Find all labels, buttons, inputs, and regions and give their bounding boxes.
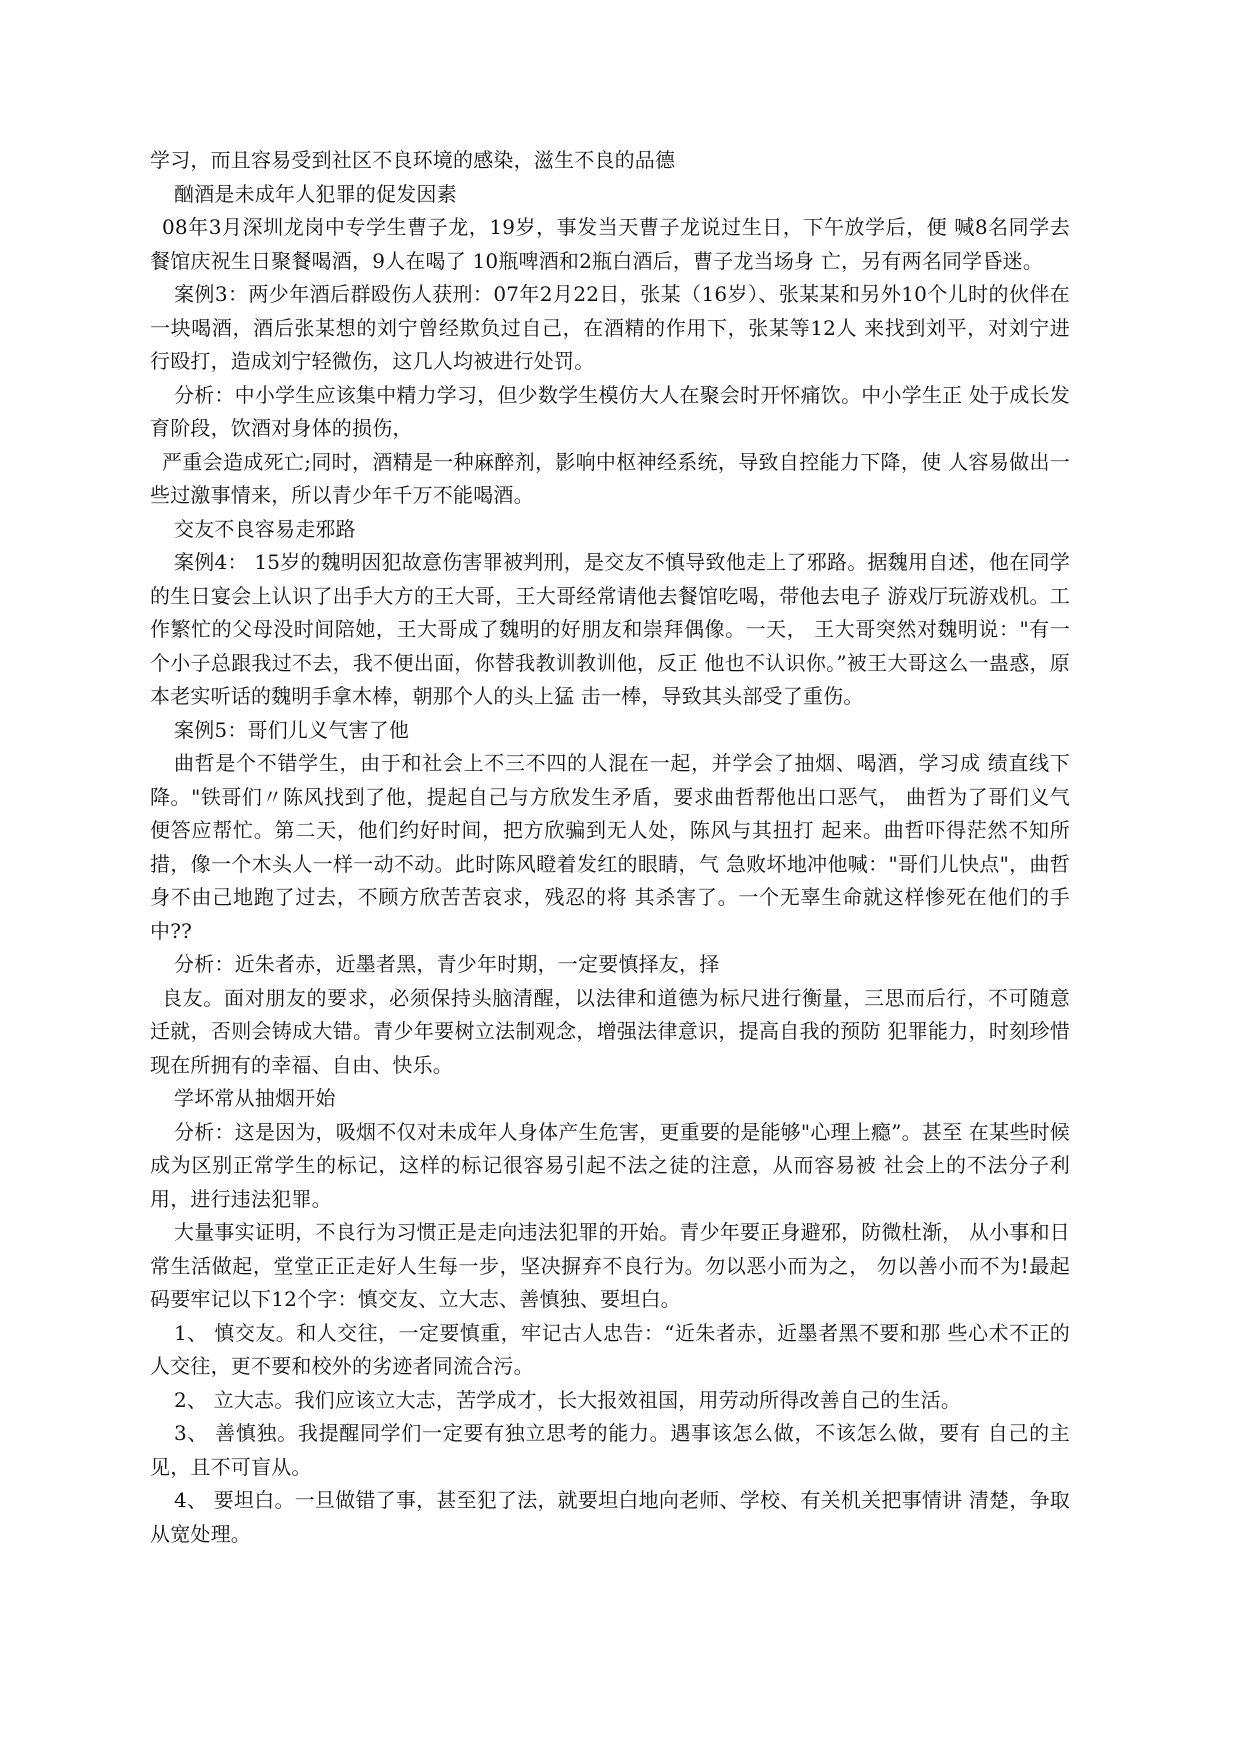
list-item-3: 3、 善慎独。我提醒同学们一定要有独立思考的能力。遇事该怎么做，不该怎么做，要有 自己的主见，且不可盲从。: [150, 1421, 1070, 1479]
paragraph-analysis-smoking: 分析：这是因为，吸烟不仅对未成年人身体产生危害，更重要的是能够"心理上瘾”。甚至 在某些时候成为区别正常学生的标记，这样的标记很容易引起不法之徒的注意，从而容易被 社会上的不法分子利用，进行违法犯罪。: [150, 1119, 1070, 1211]
paragraph-case-4: 案例4： 15岁的魏明因犯故意伤害罪被判刑，是交友不慎导致他走上了邪路。据魏用自述，他在同学的生日宴会上认识了出手大方的王大哥，王大哥经常请他去餐馆吃喝，带他去电子 游戏厅玩游戏机。工作繁忙的父母没时间陪她，王大哥成了魏明的好朋友和崇拜偶像。一天， 王大哥突然对魏明说："有一个小子总跟我过不去，我不便出面，你替我教训教训他，反正 他也不认识你。”被王大哥这么一蛊惑，原本老实听话的魏明手拿木棒，朝那个人的头上猛 击一棒，导致其头部受了重伤。: [150, 550, 1070, 708]
paragraph-case-5: 曲哲是个不错学生，由于和社会上不三不四的人混在一起，并学会了抽烟、喝酒，学习成 绩直线下降。"铁哥们〃陈风找到了他，提起自己与方欣发生矛盾，要求曲哲帮他出口恶气， 曲哲为了哥们义气便答应帮忙。第二天，他们约好时间，把方欣骗到无人处，陈风与其扭打 起来。曲哲吓得茫然不知所措，像一个木头人一样一动不动。此时陈风瞪着发红的眼睛，气 急败坏地冲他喊："哥们儿快点"，曲哲身不由己地跑了过去，不顾方欣苦苦哀求，残忍的将 其杀害了。一个无辜生命就这样惨死在他们的手中??: [150, 751, 1070, 943]
paragraph-intro-continuation: 学习，而且容易受到社区不良环境的感染，滋生不良的品德: [150, 148, 676, 172]
list-item-4: 4、 要坦白。一旦做错了事，甚至犯了法，就要坦白地向老师、学校、有关机关把事情讲 清楚，争取从宽处理。: [150, 1488, 1070, 1546]
paragraph-case-5-title: 案例5：哥们儿义气害了他: [174, 717, 410, 742]
document-body: [150, 144, 1070, 1551]
list-item-2: 2、 立大志。我们应该立大志，苦学成才，长大报效祖国，用劳动所得改善自己的生活。: [174, 1387, 962, 1412]
section-heading-smoking: 学坏常从抽烟开始: [174, 1086, 336, 1110]
paragraph-case-shenzhen: 08年3月深圳龙岗中专学生曹子龙，19岁，事发当天曹子龙说过生日，下午放学后，便 喊8名同学去餐馆庆祝生日聚餐喝酒，9人在喝了 10瓶啤酒和2瓶白酒后，曹子龙当场身 亡，另有两名同学昏迷。: [150, 215, 1070, 273]
paragraph-analysis-friends: 分析：近朱者赤，近墨者黑，青少年时期，一定要慎择友，择: [174, 952, 720, 976]
paragraph-analysis-drinking: 分析：中小学生应该集中精力学习，但少数学生模仿大人在聚会时开怀痛饮。中小学生正 处于成长发育阶段，饮酒对身体的损伤，: [150, 382, 1070, 440]
paragraph-conclusion: 大量事实证明，不良行为习惯正是走向违法犯罪的开始。青少年要正身避邪，防微杜渐， 从小事和日常生活做起，堂堂正正走好人生每一步，坚决摒弃不良行为。勿以恶小而为之， 勿以善小而不为!最起码要牢记以下12个字：慎交友、立大志、善慎独、要坦白。: [150, 1220, 1070, 1311]
paragraph-analysis-friends-continued: 良友。面对朋友的要求，必须保持头脑清醒，以法律和道德为标尺进行衡量，三思而后行，不可随意迁就，否则会铸成大错。青少年要树立法制观念，增强法律意识，提高自我的预防 犯罪能力，时刻珍惜现在所拥有的幸福、自由、快乐。: [150, 985, 1070, 1077]
list-item-1: 1、 慎交友。和人交往，一定要慎重，牢记古人忠告：“近朱者赤，近墨者黑不要和那 些心术不正的人交往，更不要和校外的劣迹者同流合污。: [150, 1320, 1070, 1378]
section-heading-drinking: 酗酒是未成年人犯罪的促发因素: [174, 181, 457, 206]
section-heading-friends: 交友不良容易走邪路: [174, 516, 356, 541]
paragraph-analysis-drinking-continued: 严重会造成死亡;同时，酒精是一种麻醉剂，影响中枢神经系统，导致自控能力下降，使 人容易做出一些过激事情来，所以青少年千万不能喝酒。: [150, 449, 1070, 507]
paragraph-case-3: 案例3：两少年酒后群殴伤人获刑：07年2月22日，张某（16岁）、张某某和另外10个儿时的伙伴在一块喝酒，酒后张某想的刘宁曾经欺负过自己，在酒精的作用下，张某等12人 来找到刘平，对刘宁进行殴打，造成刘宁轻微伤，这几人均被进行处罚。: [150, 282, 1070, 373]
